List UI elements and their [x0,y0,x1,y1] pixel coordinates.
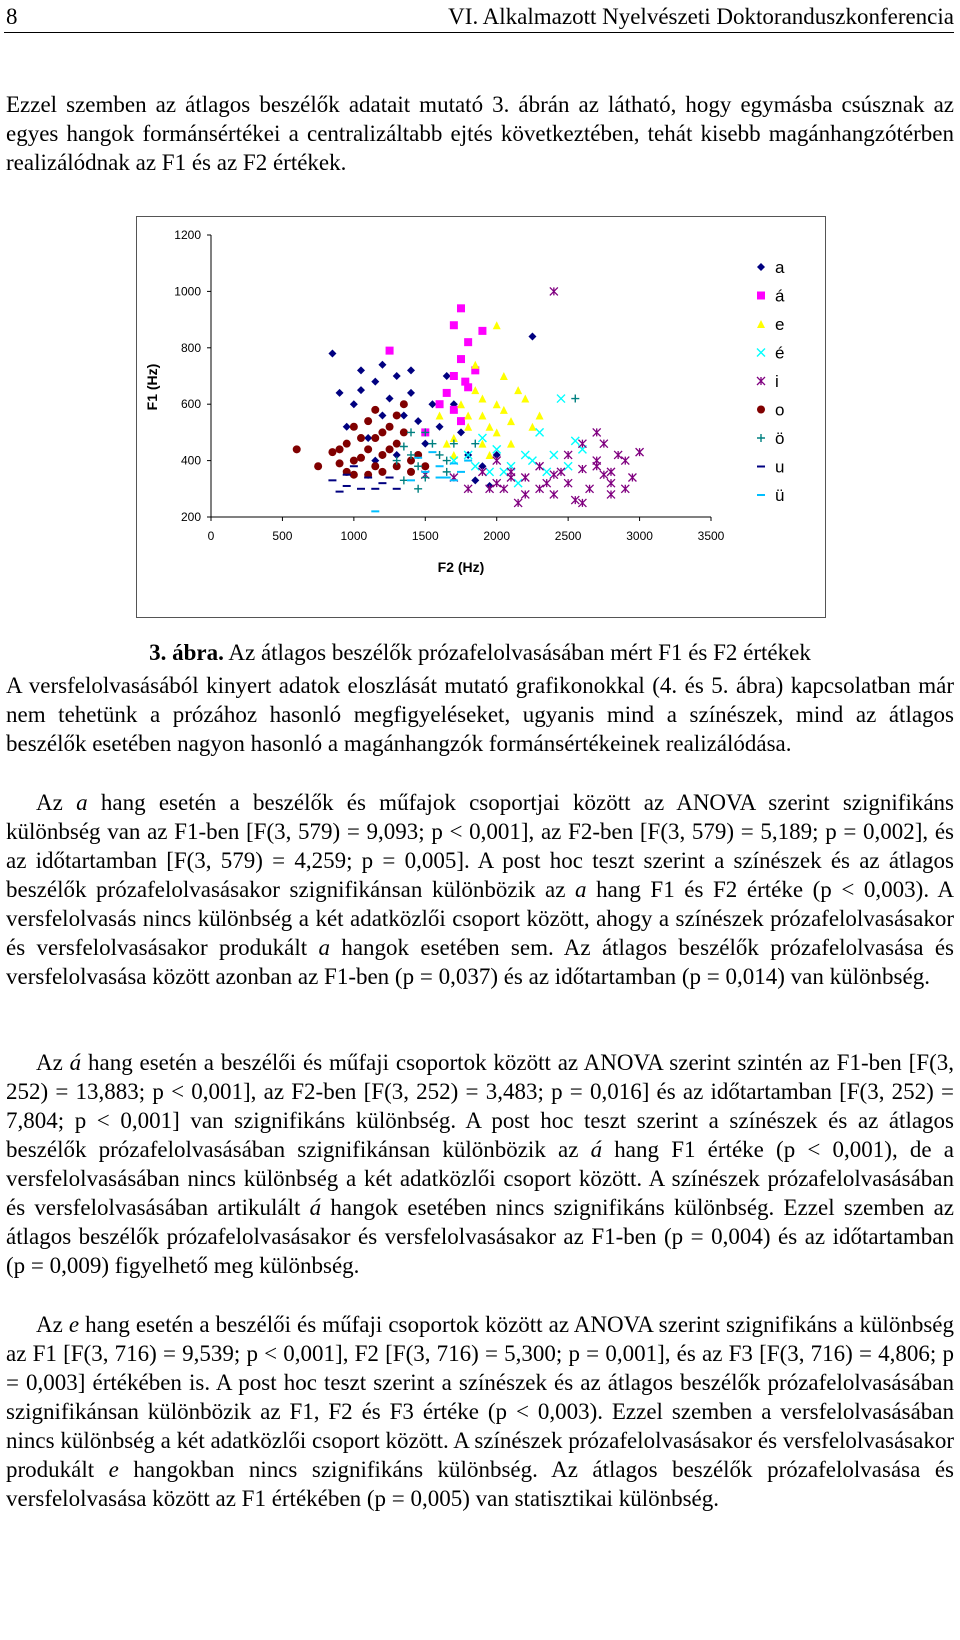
data-point [593,428,601,436]
data-point [478,327,486,335]
legend-marker [757,320,765,328]
data-point [471,476,479,484]
y-tick-label: 1000 [174,284,201,299]
p5-italic-a: e [68,1312,80,1337]
data-point [571,437,579,445]
p3-text-c: hang F1 és F2 értéke (p < 0,003). A versfelolvasás nincs különbség a két adatközlői csoport között, ahogy a színészek prózafelolvasásakor és versfelolvasásakor produkált [6,877,954,960]
data-point [500,406,508,414]
y-tick-label: 600 [180,397,201,412]
data-point [486,451,494,459]
data-point [493,428,501,436]
p4-italic-a: á [69,1050,82,1075]
data-point [443,457,451,465]
data-point [378,468,386,476]
data-point [507,474,515,482]
page-number: 8 [6,4,18,29]
data-point [521,451,529,459]
legend-marker [757,349,765,357]
data-point [450,321,458,329]
data-point [478,395,486,403]
data-point [471,361,479,369]
page-header [4,2,954,33]
data-point [564,462,572,470]
data-point [336,445,344,453]
data-point [528,457,536,465]
data-point [386,347,394,355]
data-point [428,440,436,448]
data-point [443,440,451,448]
p4-italic-c: á [309,1195,322,1220]
legend-label: i [775,372,779,391]
data-point [350,471,358,479]
data-point [436,451,444,459]
data-point [578,465,586,473]
data-point [378,411,386,419]
data-point [478,468,486,476]
data-point [364,417,372,425]
data-point [450,406,458,414]
data-point [314,462,322,470]
data-point [343,423,351,431]
paragraph-4 [6,1048,954,1280]
data-point [500,485,508,493]
data-point [443,468,451,476]
x-tick-label: 1000 [340,529,368,543]
data-point [600,471,608,479]
data-point [457,417,465,425]
data-point [621,457,629,465]
p3-italic-c: a [318,935,330,960]
legend-label: u [775,457,785,477]
data-point [393,411,401,419]
legend-marker [757,377,765,385]
p4-text-b: hang esetén a beszélői és műfaji csoportok között az ANOVA szerint szintén az F1-ben [F(3, 252) = 13,883; p < 0,001], az F2-ben [F(3, 252) = 3,483; p = 0,016] és az időtartamban [F(3, 252) = 7,804; p < 0,001] van szignifikáns különbség. A post hoc teszt szerint a színészek és az átlagos beszélők prózafelolvasásában szignifikánsan különbözik az [6,1050,954,1162]
data-point [528,333,536,341]
data-point [436,400,444,408]
legend-marker [757,406,765,414]
y-tick-label: 400 [180,453,201,468]
data-point [571,496,579,504]
data-point [336,459,344,467]
data-point [464,411,472,419]
data-point [514,386,522,394]
data-point [457,355,465,363]
caption-label: 3. ábra. [149,640,224,665]
p3-text-b: hang esetén a beszélők és műfajok csoportjai között az ANOVA szerint szignifikáns különbség van az F1-ben [F(3, 579) = 9,093; p < 0,001], az F2-ben [F(3, 579) = 5,189; p = 0,002], és az időtartamban [F(3, 579) = 4,259; p = 0,005]. A post hoc teszt szerint a színészek és az átlagos beszélők prózafelolvasásakor szignifikánsan különbözik az [6,790,954,902]
x-axis-label: F2 (Hz) [437,559,485,575]
data-point [557,395,565,403]
y-tick-label: 800 [180,340,201,355]
figure-caption [0,638,960,667]
data-point [536,485,544,493]
data-point [514,499,522,507]
legend-label: e [775,315,785,334]
data-point [386,445,394,453]
data-point [461,378,469,386]
p5-text-a: Az [36,1312,69,1337]
p4-text-c: hang F1 értéke (p < 0,001), de a versfelolvasásában nincs különbség a két adatközlői csoport között. A színészek prózafelolvasásában és versfelolvasásában artikulált [6,1137,954,1220]
data-point [407,428,415,436]
paragraph-5 [6,1310,954,1513]
data-point [571,395,579,403]
legend-marker [757,292,765,300]
legend-label: a [775,258,785,277]
data-point [628,474,636,482]
data-point [336,389,344,397]
data-point [400,428,408,436]
p5-text-c: hangokban nincs szignifikáns különbség. Az átlagos beszélők prózafelolvasása és versfelolvasása között az F1 értékében (p = 0,005) van statisztikai különbség. [6,1457,954,1511]
data-point [414,417,422,425]
data-point [500,372,508,380]
scatter-plot [137,217,827,619]
data-point [471,462,479,470]
data-point [550,451,558,459]
data-point [464,423,472,431]
p3-text-d: hangok esetében sem. Az átlagos beszélők prózafelolvasása és versfelolvasása között azonban az F1-ben (p = 0,037) és az időtartamban (p = 0,014) van különbség. [6,935,954,989]
x-tick-label: 0 [207,529,215,543]
data-point [471,386,479,394]
data-point [493,457,501,465]
data-point [564,479,572,487]
data-point [293,445,301,453]
x-tick-label: 2000 [483,529,511,543]
data-point [400,476,408,484]
data-point [393,440,401,448]
legend-marker [757,263,765,271]
data-point [550,471,558,479]
p5-text-b: hang esetén a beszélői és műfaji csoportok között az ANOVA szerint szignifikáns a különbség az F1 [F(3, 716) = 9,539; p < 0,001], F2 [F(3, 716) = 5,300; p = 0,001], és az F3 [F(3, 716) = 4,806; p = 0,003] értékében is. A post hoc teszt szerint a színészek és az átlagos beszélők prózafelolvasásában szignifikánsan különbözik az F1, F2 és F3 értéke (p < 0,003). Ezzel szemben a versfelolvasásában nincs különbség a két adatközlői csoport között. A színészek prózafelolvasásakor és versfelolvasásakor produkált [6,1312,955,1482]
legend-label: á [775,286,785,306]
data-point [550,287,558,295]
data-point [350,457,358,465]
data-point [378,361,386,369]
intro-paragraph: Ezzel szemben az átlagos beszélők adatait mutató 3. ábrán az látható, hogy egymásba csúsznak az egyes hangok formánsértékei a centralizáltabb ejtés következtében, tehát kisebb magánhangzótérben realizálódnak az F1 és az F2 értékek. [6,92,954,175]
legend-label: o [775,400,785,420]
data-point [400,443,408,451]
data-point [564,451,572,459]
data-point [536,428,544,436]
data-point [486,485,494,493]
data-point [543,479,551,487]
data-point [371,378,379,386]
data-point [350,423,358,431]
data-point [386,423,394,431]
data-point [600,440,608,448]
data-point [371,462,379,470]
data-point [550,490,558,498]
data-point [400,411,408,419]
data-point [457,304,465,312]
p3-text-a: Az [36,790,77,815]
legend-label: ü [775,486,785,505]
p4-text-d: hangok esetében nincs szignifikáns különbség. Ezzel szemben az átlagos beszélők prózafelolvasásakor és versfelolvasásakor az F1-ben (p = 0,004) és az időtartamban (p = 0,009) figyelhető meg különbség. [6,1195,955,1278]
data-point [443,372,451,380]
p3-italic-b: a [575,877,587,902]
data-point [521,474,529,482]
data-point [421,462,429,470]
data-point [478,411,486,419]
data-point [464,338,472,346]
legend-label: ö [775,429,785,448]
data-point [400,400,408,408]
data-point [514,479,522,487]
data-point [493,321,501,329]
data-point [378,451,386,459]
data-point [364,434,372,442]
data-point [607,490,615,498]
data-point [450,372,458,380]
p4-italic-b: á [590,1137,603,1162]
y-axis-label: F1 (Hz) [144,363,160,411]
data-point [428,400,436,408]
data-point [493,479,501,487]
data-point [378,428,386,436]
data-point [464,485,472,493]
data-point [357,386,365,394]
data-point [407,468,415,476]
data-point [457,428,465,436]
data-point [557,468,565,476]
data-point [457,400,465,408]
x-tick-label: 500 [272,529,293,543]
legend-label: é [775,343,785,363]
y-tick-label: 200 [180,510,201,524]
data-point [536,462,544,470]
data-point [421,474,429,482]
data-point [364,445,372,453]
data-point [593,462,601,470]
x-tick-label: 1500 [411,529,439,543]
x-tick-label: 2500 [554,529,582,543]
data-point [371,406,379,414]
data-point [371,434,379,442]
p3-italic-a: a [76,790,88,815]
data-point [521,395,529,403]
data-point [436,411,444,419]
data-point [521,490,529,498]
data-point [586,485,594,493]
data-point [407,366,415,374]
data-point [414,462,422,470]
data-point [636,448,644,456]
data-point [407,389,415,397]
caption-text: Az átlagos beszélők prózafelolvasásában mért F1 és F2 értékek [223,640,811,665]
data-point [443,389,451,397]
data-point [578,499,586,507]
data-point [393,372,401,380]
data-point [486,468,494,476]
p5-italic-b: e [108,1457,119,1482]
data-point [507,417,515,425]
paragraph-2: A versfelolvasásából kinyert adatok eloszlását mutató grafikonokkal (4. és 5. ábra) kapcsolatban már nem tehetünk a prózához hasonló megfigyeléseket, ugyanis mind a színészek, mind az átlagos beszélők esetében nagyon hasonló a magánhangzók formánsértékeinek realizálódása. [6,673,954,756]
data-point [528,423,536,431]
data-point [578,440,586,448]
data-point [328,349,336,357]
data-point [536,411,544,419]
data-point [436,423,444,431]
x-tick-label: 3500 [697,529,725,543]
data-point [486,423,494,431]
data-point [350,400,358,408]
p4-text-a: Az [36,1050,70,1075]
data-point [621,485,629,493]
figure-3-chart [136,216,826,618]
data-point [421,440,429,448]
data-point [357,434,365,442]
data-point [414,485,422,493]
y-tick-label: 1200 [174,228,201,242]
data-point [507,440,515,448]
legend-marker [757,434,765,442]
data-point [328,448,336,456]
data-point [386,395,394,403]
paragraph-3 [6,788,954,991]
data-point [607,479,615,487]
running-title: VI. Alkalmazott Nyelvészeti Doktoranduszkonferencia [448,4,954,29]
data-point [493,400,501,408]
data-point [357,366,365,374]
data-point [607,468,615,476]
data-point [471,440,479,448]
x-tick-label: 3000 [626,529,653,543]
data-point [343,440,351,448]
data-point [357,454,365,462]
data-point [500,468,508,476]
data-point [614,451,622,459]
data-point [543,468,551,476]
